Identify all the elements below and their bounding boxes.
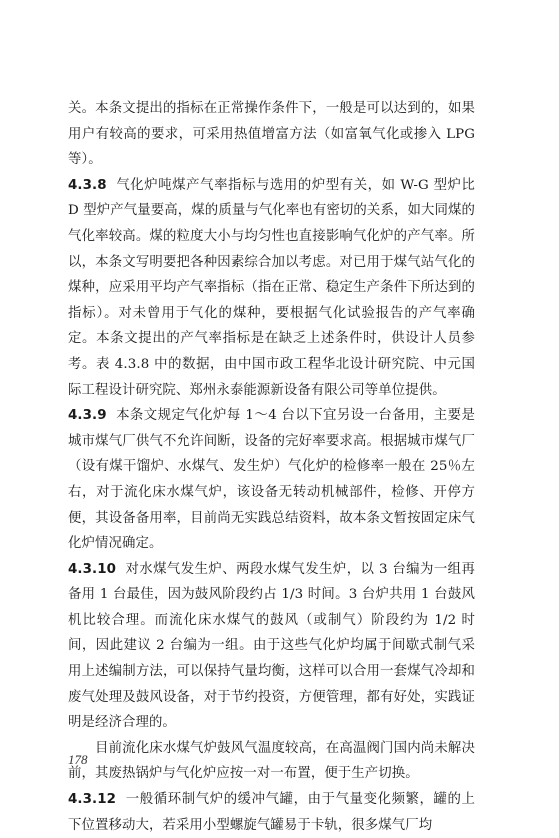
paragraph-text: 本条文规定气化炉每 1～4 台以下宜另设一台备用，主要是城市煤气厂供气不允许间断，设备的完好率要求高。根据城市煤气厂（设有煤干馏炉、水煤气、发生炉）气化炉的检修率一般在 25％左右，对于流化床水煤气炉，该设备无转动机械部件，检修、开停方便，其设备备用率，目前尚无实践总结资料，故本条文暂按固定床气化炉情况确定。 <box>68 408 475 552</box>
paragraph-text: 一般循环制气炉的缓冲气罐，由于气量变化频繁，罐的上下位置移动大，若采用小型螺旋气罐易于卡轨，很多煤气厂均 <box>68 792 476 833</box>
page-number: 178 <box>68 752 88 767</box>
clause-number: 4.3.8 <box>68 177 107 193</box>
paragraph-text: 关。本条文提出的指标在正常操作条件下，一般是可以达到的，如果用户有较高的要求，可采用热值增富方法（如富氧气化或掺入 LPG 等）。 <box>68 101 475 168</box>
clause-4-3-8 <box>68 173 475 403</box>
clause-4-3-9 <box>68 403 475 557</box>
document-body <box>68 96 475 838</box>
paragraph-text: 对水煤气发生炉、两段水煤气发生炉，以 3 台编为一组再备用 1 台最佳，因为鼓风阶段约占 1/3 时间。3 台炉共用 1 台鼓风机比较合理。而流化床水煤气的鼓风（或制气）阶段约为 1/2 时间，因此建议 2 台编为一组。由于这些气化炉均属于间歇式制气采用上述编制方法，可以保持气量均衡，这样可以合用一套煤气冷却和废气处理及鼓风设备，对于节约投资，方便管理，都有好处，实践证明是经济合理的。 <box>68 561 475 731</box>
paragraph-indented <box>68 736 475 787</box>
clause-number: 4.3.10 <box>68 561 117 577</box>
clause-number: 4.3.12 <box>68 792 117 808</box>
clause-4-3-12 <box>68 787 475 838</box>
paragraph-text: 气化炉吨煤产气率指标与选用的炉型有关，如 W-G 型炉比 D 型炉产气量要高，煤的质量与气化率也有密切的关系，如大同煤的气化率较高。煤的粒度大小与均匀性也直接影响气化炉的产气率。所以，本条文写明要把各种因素综合加以考虑。对已用于煤气站气化的煤种，应采用平均产气率指标（指在正常、稳定生产条件下所达到的指标）。对未曾用于气化的煤种，要根据气化试验报告的产气率确定。本条文提出的产气率指标是在缺乏上述条件时，供设计人员参考。表 4.3.8 中的数据，由中国市政工程华北设计研究院、中元国际工程设计研究院、郑州永泰能源新设备有限公司等单位提供。 <box>68 177 475 398</box>
paragraph-continued <box>68 96 475 173</box>
paragraph-text: 目前流化床水煤气炉鼓风气温度较高，在高温阀门国内尚未解决前，其废热锅炉与气化炉应按一对一布置，便于生产切换。 <box>68 740 475 782</box>
clause-4-3-10 <box>68 557 475 736</box>
clause-number: 4.3.9 <box>68 408 107 424</box>
